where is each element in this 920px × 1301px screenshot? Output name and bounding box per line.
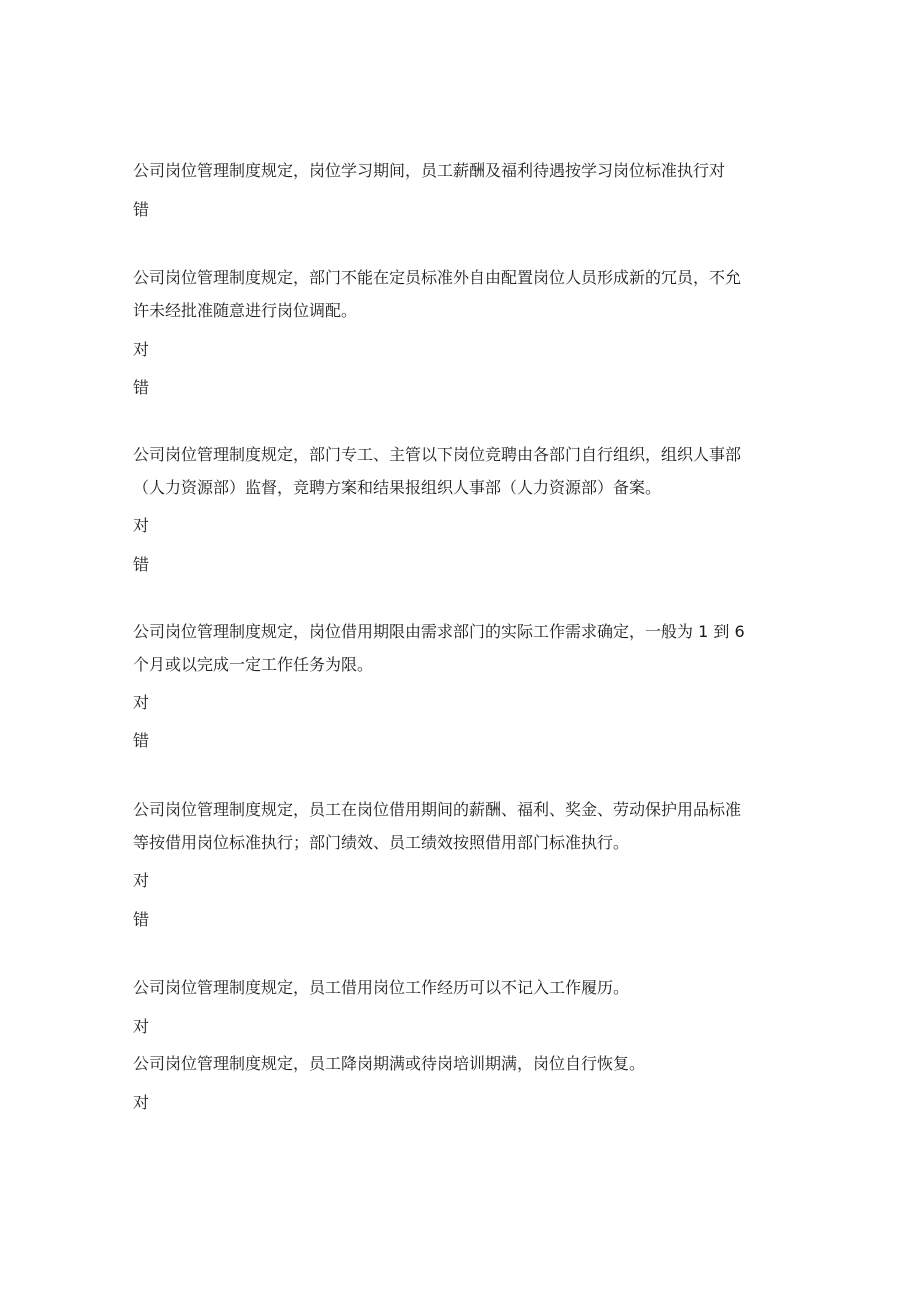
question-4-option-right: 对 xyxy=(133,693,150,712)
question-5-option-wrong: 错 xyxy=(133,910,150,929)
question-2-option-wrong: 错 xyxy=(133,378,150,397)
question-4-line-2: 个月或以完成一定工作任务为限。 xyxy=(133,655,374,674)
question-5-option-right: 对 xyxy=(133,871,150,890)
question-3-option-wrong: 错 xyxy=(133,555,150,574)
question-3-line-2: （人力资源部）监督，竞聘方案和结果报组织人事部（人力资源部）备案。 xyxy=(133,478,662,497)
question-5-line-1: 公司岗位管理制度规定，员工在岗位借用期间的薪酬、福利、奖金、劳动保护用品标准 xyxy=(133,800,742,819)
question-1-option-wrong: 错 xyxy=(133,200,150,219)
question-3-option-right: 对 xyxy=(133,516,150,535)
question-4-option-wrong: 错 xyxy=(133,731,150,750)
question-3-line-1: 公司岗位管理制度规定，部门专工、主管以下岗位竞聘由各部门自行组织，组织人事部 xyxy=(133,445,742,464)
question-6-line-1: 公司岗位管理制度规定，员工借用岗位工作经历可以不记入工作履历。 xyxy=(133,978,630,997)
question-2-line-2: 许未经批准随意进行岗位调配。 xyxy=(133,301,358,320)
question-6-option-right: 对 xyxy=(133,1017,150,1036)
question-2-line-1: 公司岗位管理制度规定，部门不能在定员标准外自由配置岗位人员形成新的冗员，不允 xyxy=(133,268,742,287)
question-7-option-right: 对 xyxy=(133,1093,150,1112)
question-5-line-2: 等按借用岗位标准执行；部门绩效、员工绩效按照借用部门标准执行。 xyxy=(133,833,630,852)
question-7-line-1: 公司岗位管理制度规定，员工降岗期满或待岗培训期满，岗位自行恢复。 xyxy=(133,1054,646,1073)
question-2-option-right: 对 xyxy=(133,340,150,359)
question-1-line-1: 公司岗位管理制度规定，岗位学习期间，员工薪酬及福利待遇按学习岗位标准执行对 xyxy=(133,161,726,180)
question-4-line-1: 公司岗位管理制度规定，岗位借用期限由需求部门的实际工作需求确定，一般为 1 到 6 xyxy=(133,622,745,641)
